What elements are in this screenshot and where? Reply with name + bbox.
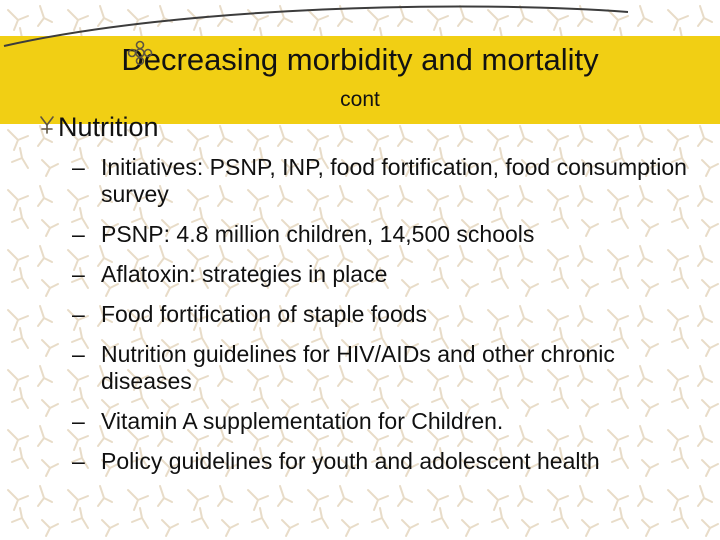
- dash-marker: –: [72, 154, 85, 180]
- dash-marker: –: [72, 261, 85, 287]
- sub-bullet-text: Policy guidelines for youth and adolescent health: [101, 448, 600, 474]
- sub-bullet-text: Food fortification of staple foods: [101, 301, 428, 327]
- sub-bullet: [72, 341, 712, 395]
- sub-bullet: [72, 408, 712, 435]
- sub-bullet: [72, 301, 712, 328]
- sub-bullet: [72, 154, 712, 208]
- sub-bullet-text: Aflatoxin: strategies in place: [101, 261, 388, 287]
- dash-marker: –: [72, 341, 85, 367]
- slide-title-cont: cont: [340, 88, 380, 111]
- sub-bullet-text: Initiatives: PSNP, INP, food fortification, food consumption survey: [101, 154, 687, 207]
- dash-marker: –: [72, 221, 85, 247]
- main-bullet-nutrition: Nutrition: [58, 112, 159, 142]
- sub-bullet: [72, 221, 712, 248]
- sub-bullet: [72, 448, 712, 475]
- sub-bullet-text: Vitamin A supplementation for Children.: [101, 408, 504, 434]
- dash-marker: –: [72, 301, 85, 327]
- sub-bullet-text: Nutrition guidelines for HIV/AIDs and other chronic diseases: [101, 341, 615, 394]
- sub-bullet: [72, 261, 712, 288]
- sub-bullet-text: PSNP: 4.8 million children, 14,500 schools: [101, 221, 535, 247]
- slide-title: Decreasing morbidity and mortality: [121, 42, 599, 77]
- flower-ornament-icon: [127, 40, 153, 66]
- dash-marker: –: [72, 448, 85, 474]
- dash-marker: –: [72, 408, 85, 434]
- fork-bullet-icon: [39, 115, 55, 135]
- sub-bullet-list: [72, 154, 712, 488]
